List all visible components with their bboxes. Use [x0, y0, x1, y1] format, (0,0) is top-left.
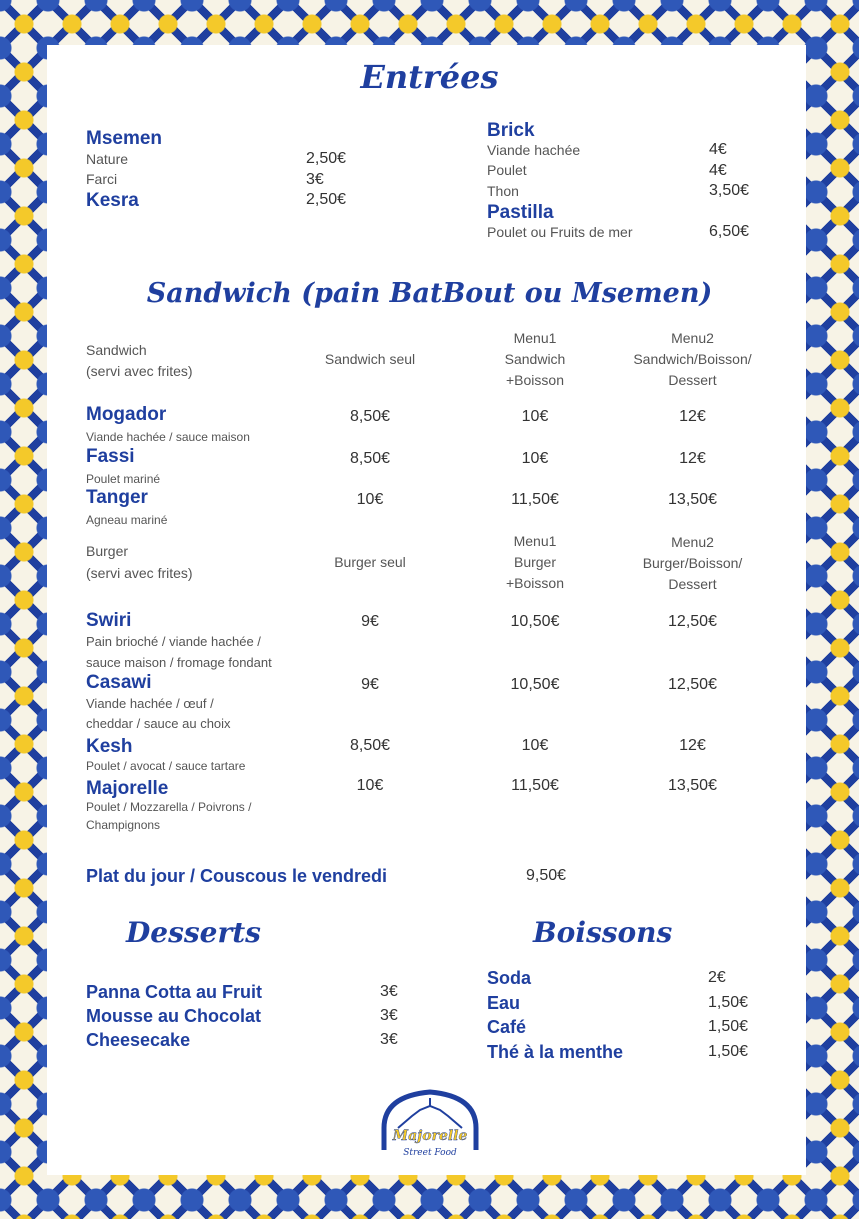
sandwich-col-menu2-a: Menu2	[671, 330, 714, 346]
swiri-p2: 10,50€	[510, 613, 560, 630]
majorelle-p1: 10€	[356, 777, 384, 794]
majorelle-p3: 13,50€	[668, 777, 717, 794]
pastilla-price: 6,50€	[709, 223, 750, 240]
casawi-p3: 12,50€	[668, 676, 717, 693]
sandwich-col-menu2-b: Sandwich/Boisson/	[633, 351, 752, 367]
fassi-desc: Poulet mariné	[86, 472, 161, 486]
tanger-p3: 13,50€	[668, 491, 717, 508]
dessert-price-cheesecake: 3€	[380, 1031, 398, 1048]
kesh-name: Kesh	[86, 736, 133, 757]
casawi-desc-line1: Viande hachée / œuf /	[86, 696, 214, 711]
boissons-title: Boissons	[533, 916, 673, 949]
swiri-name: Swiri	[86, 610, 132, 631]
desserts-title: Desserts	[126, 916, 261, 949]
sandwich-header-sublabel: (servi avec frites)	[86, 363, 193, 379]
sandwich-col-seul: Sandwich seul	[324, 351, 416, 367]
kesh-p2: 10€	[521, 737, 549, 754]
plat-du-jour-price: 9,50€	[526, 867, 567, 884]
kesh-p1: 8,50€	[349, 737, 391, 754]
kesra-price: 2,50€	[306, 191, 347, 208]
sandwich-title: Sandwich (pain BatBout ou Msemen)	[146, 278, 713, 309]
msemen-farci: Farci	[86, 171, 118, 187]
swiri-p3: 12,50€	[668, 613, 717, 630]
burger-col-menu2-b: Burger/Boisson/	[642, 555, 743, 571]
casawi-p2: 10,50€	[510, 676, 560, 693]
majorelle-desc-line1: Poulet / Mozzarella / Poivrons /	[86, 800, 252, 814]
burger-col-seul: Burger seul	[334, 554, 406, 570]
burger-header-sublabel: (servi avec frites)	[86, 565, 193, 581]
boisson-price-cafe: 1,50€	[708, 1018, 749, 1035]
sandwich-col-menu1-b: Sandwich	[504, 351, 566, 367]
burger-header-label: Burger	[86, 543, 129, 559]
brick-poulet-price: 4€	[709, 162, 727, 179]
boisson-item-cafe: Café	[487, 1017, 527, 1037]
tanger-p1: 10€	[356, 491, 384, 508]
tanger-name: Tanger	[86, 487, 148, 508]
burger-col-menu1-c: +Boisson	[506, 575, 564, 591]
boisson-item-the: Thé à la menthe	[487, 1042, 624, 1062]
casawi-desc-line2: cheddar / sauce au choix	[86, 716, 231, 731]
fassi-p3: 12€	[679, 450, 706, 467]
pastilla-desc: Poulet ou Fruits de mer	[487, 224, 633, 240]
kesra-heading: Kesra	[86, 190, 139, 211]
mogador-name: Mogador	[86, 404, 167, 425]
pastilla-heading: Pastilla	[487, 202, 554, 223]
brick-thon: Thon	[487, 183, 519, 199]
fassi-name: Fassi	[86, 446, 135, 467]
burger-col-menu1-b: Burger	[513, 554, 557, 570]
burger-col-menu2-c: Dessert	[668, 576, 717, 592]
mogador-p1: 8,50€	[349, 408, 391, 425]
kesh-desc: Poulet / avocat / sauce tartare	[86, 759, 246, 773]
sandwich-header-label: Sandwich	[86, 342, 147, 358]
msemen-nature: Nature	[86, 151, 129, 167]
swiri-desc-line1: Pain brioché / viande hachée /	[86, 634, 261, 649]
mogador-p2: 10€	[521, 408, 549, 425]
kesh-p3: 12€	[679, 737, 706, 754]
dessert-item-mousse: Mousse au Chocolat	[86, 1006, 262, 1026]
brick-heading: Brick	[487, 120, 535, 141]
entrees-title: Entrées	[360, 58, 499, 96]
logo-name: Majorelle	[392, 1128, 468, 1144]
majorelle-logo	[378, 1088, 482, 1168]
dessert-item-cheesecake: Cheesecake	[86, 1030, 191, 1050]
boisson-price-soda: 2€	[708, 969, 726, 986]
boisson-price-the: 1,50€	[708, 1043, 749, 1060]
msemen-nature-price: 2,50€	[306, 150, 347, 167]
plat-du-jour-label: Plat du jour / Couscous le vendredi	[86, 866, 388, 886]
brick-thon-price: 3,50€	[709, 182, 750, 199]
majorelle-desc-line2: Champignons	[86, 818, 161, 832]
fassi-p2: 10€	[521, 450, 549, 467]
majorelle-p2: 11,50€	[511, 777, 559, 794]
tanger-desc: Agneau mariné	[86, 513, 168, 527]
tanger-p2: 11,50€	[511, 491, 559, 508]
burger-col-menu2-a: Menu2	[671, 534, 714, 550]
sandwich-col-menu1-a: Menu1	[513, 330, 557, 346]
dessert-price-mousse: 3€	[380, 1007, 398, 1024]
fassi-p1: 8,50€	[349, 450, 391, 467]
boisson-item-eau: Eau	[487, 993, 521, 1013]
dessert-price-panna-cotta: 3€	[380, 983, 398, 1000]
brick-poulet: Poulet	[487, 162, 527, 178]
brick-viande: Viande hachée	[487, 142, 581, 158]
msemen-heading: Msemen	[86, 128, 163, 149]
mogador-p3: 12€	[679, 408, 706, 425]
boisson-price-eau: 1,50€	[708, 994, 749, 1011]
casawi-p1: 9€	[361, 676, 379, 693]
boisson-item-soda: Soda	[487, 968, 532, 988]
burger-col-menu1-a: Menu1	[513, 533, 557, 549]
dessert-item-panna-cotta: Panna Cotta au Fruit	[86, 982, 263, 1002]
brick-viande-price: 4€	[709, 141, 727, 158]
msemen-farci-price: 3€	[306, 171, 324, 188]
swiri-desc-line2: sauce maison / fromage fondant	[86, 655, 272, 670]
majorelle-name: Majorelle	[86, 778, 169, 799]
casawi-name: Casawi	[86, 672, 152, 693]
sandwich-col-menu1-c: +Boisson	[506, 372, 564, 388]
logo-tagline: Street Food	[403, 1148, 457, 1158]
mogador-desc: Viande hachée / sauce maison	[86, 430, 250, 444]
swiri-p1: 9€	[361, 613, 379, 630]
sandwich-col-menu2-c: Dessert	[668, 372, 717, 388]
